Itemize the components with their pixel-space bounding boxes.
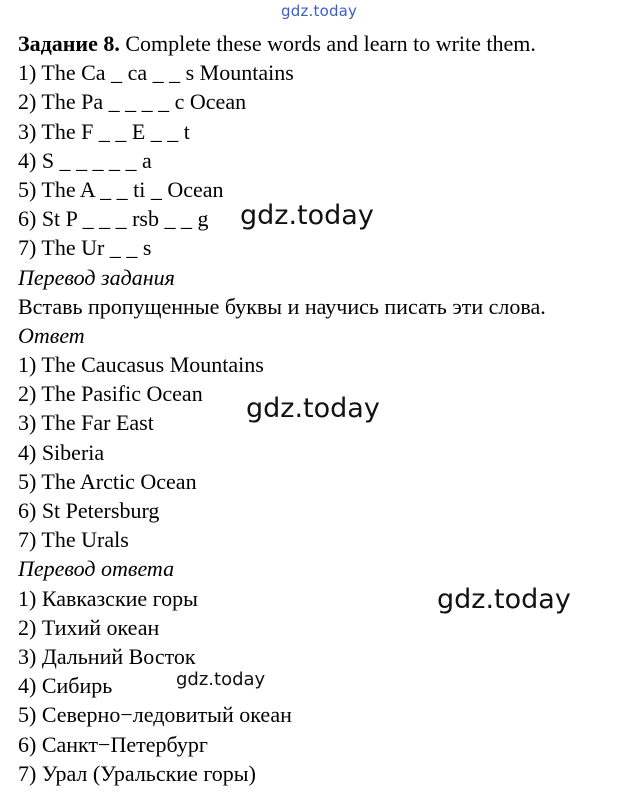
exercise-item-1: 1) The Ca _ ca _ _ s Mountains [18, 60, 294, 86]
watermark: gdz.today [437, 584, 571, 615]
answer-translation-item-3: 3) Дальний Восток [18, 643, 196, 669]
answer-translation-item-6: 6) Санкт−Петербург [18, 731, 208, 757]
watermark: gdz.today [240, 200, 374, 231]
task-label: Задание 8. [18, 31, 120, 56]
answer-item-3: 3) The Far East [18, 410, 154, 436]
exercise-item-2: 2) The Pa _ _ _ _ c Ocean [18, 89, 247, 115]
watermark: gdz.today [176, 669, 266, 690]
answer-item-2: 2) The Pasific Ocean [18, 381, 203, 407]
task-text: Complete these words and learn to write them. [119, 31, 536, 56]
exercise-item-3: 3) The F _ _ E _ _ t [18, 118, 190, 144]
answer-item-6: 6) St Petersburg [18, 498, 160, 523]
answer-translation-item-7: 7) Урал (Уральские горы) [18, 760, 256, 786]
exercise-item-6: 6) St P _ _ _ rsb _ _ g [18, 206, 209, 232]
answer-heading: Ответ [18, 322, 85, 348]
exercise-item-5: 5) The A _ _ ti _ Ocean [18, 176, 224, 202]
exercise-item-7: 7) The Ur _ _ s [18, 235, 152, 261]
answer-item-5: 5) The Arctic Ocean [18, 468, 197, 494]
translation-text: Вставь пропущенные буквы и научись писать эти слова. [18, 293, 546, 319]
answer-item-1: 1) The Caucasus Mountains [18, 352, 264, 378]
answer-translation-heading: Перевод ответа [18, 556, 175, 582]
exercise-item-4: 4) S _ _ _ _ _ a [18, 147, 152, 173]
top-watermark: gdz.today [281, 2, 358, 20]
task-line [18, 29, 638, 58]
watermark: gdz.today [246, 393, 380, 424]
translation-heading: Перевод задания [18, 264, 175, 290]
answer-translation-item-2: 2) Тихий океан [18, 614, 160, 640]
answer-item-4: 4) Siberia [18, 439, 105, 465]
answer-item-7: 7) The Urals [18, 527, 129, 553]
answer-translation-item-1: 1) Кавказские горы [18, 585, 198, 611]
answer-translation-item-4: 4) Сибирь [18, 673, 113, 699]
answer-translation-item-5: 5) Северно−ледовитый океан [18, 702, 292, 728]
